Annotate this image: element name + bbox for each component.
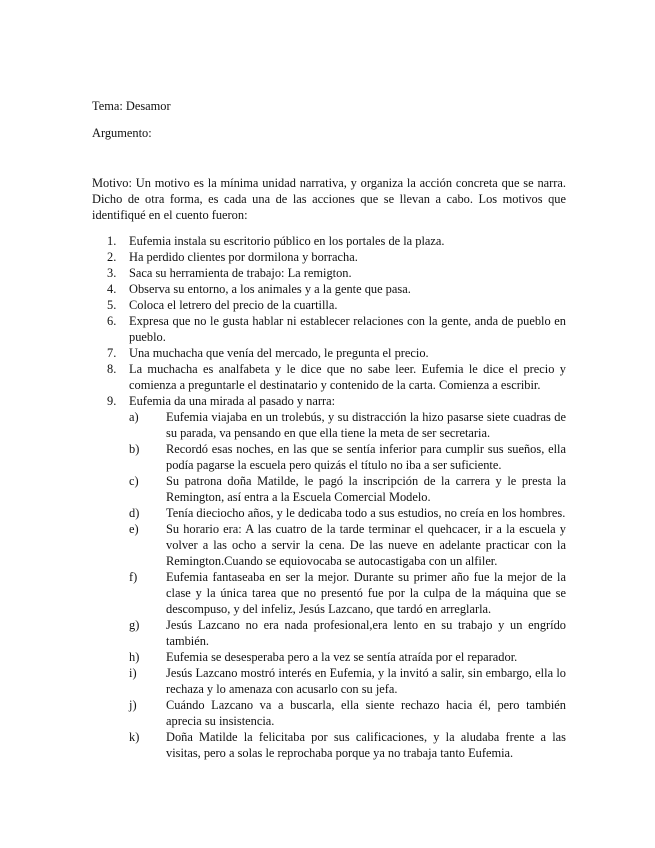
list-item-text: La muchacha es analfabeta y le dice que no sabe leer. Eufemia le dice el precio y comienza a preguntarle el destinatario y contenido de la carta. Comienza a escribir. bbox=[129, 362, 566, 392]
sub-list-item bbox=[129, 697, 566, 729]
sub-list-item bbox=[129, 473, 566, 505]
list-number: 1. bbox=[107, 234, 117, 248]
sub-list-letter: i) bbox=[129, 666, 137, 680]
sub-list-text: Cuándo Lazcano va a buscarla, ella siente rechazo hacia él, pero también aprecia su insistencia. bbox=[166, 698, 566, 728]
sub-list-item bbox=[129, 409, 566, 441]
list-item-text: Una muchacha que venía del mercado, le pregunta el precio. bbox=[129, 346, 429, 360]
list-item-text: Coloca el letrero del precio de la cuartilla. bbox=[129, 298, 338, 312]
motivos-list bbox=[92, 233, 566, 761]
list-number: 7. bbox=[107, 346, 117, 360]
list-item bbox=[92, 345, 566, 361]
sub-list-letter: c) bbox=[129, 474, 139, 488]
sub-list-text: Jesús Lazcano no era nada profesional,era lento en su trabajo y un engrído también. bbox=[166, 618, 566, 648]
document-body bbox=[92, 98, 566, 761]
list-item-text: Eufemia da una mirada al pasado y narra: bbox=[129, 394, 336, 408]
sub-list-item bbox=[129, 649, 566, 665]
list-item-text: Ha perdido clientes por dormilona y borracha. bbox=[129, 250, 358, 264]
list-item bbox=[92, 265, 566, 281]
sub-list-item bbox=[129, 569, 566, 617]
sub-list-letter: k) bbox=[129, 730, 140, 744]
motivo-paragraph: Motivo: Un motivo es la mínima unidad narrativa, y organiza la acción concreta que se narra. Dicho de otra forma, es cada una de las acciones que se llevan a cabo. Los motivos que identifiqué en el cuento fueron: bbox=[92, 176, 566, 222]
list-item bbox=[92, 313, 566, 345]
list-number: 3. bbox=[107, 266, 117, 280]
tema-line: Tema: Desamor bbox=[92, 99, 171, 113]
sub-list-text: Eufemia se desesperaba pero a la vez se sentía atraída por el reparador. bbox=[166, 650, 518, 664]
list-item bbox=[92, 233, 566, 249]
list-item bbox=[92, 249, 566, 265]
sub-list-item bbox=[129, 729, 566, 761]
list-number: 9. bbox=[107, 394, 117, 408]
sub-list-text: Su horario era: A las cuatro de la tarde terminar el quehcacer, ir a la escuela y volver a las ocho a servir la cena. De las nueve en adelante practicar con la Remington.Cuando se equiovocaba se autocastigaba con un alfiler. bbox=[166, 522, 566, 568]
sub-list-letter: j) bbox=[129, 698, 137, 712]
sub-list-text: Doña Matilde la felicitaba por sus calificaciones, y la aludaba frente a las visitas, pero a solas le reprochaba porque ya no trabaja tanto Eufemia. bbox=[166, 730, 566, 760]
sub-list-letter: a) bbox=[129, 410, 139, 424]
list-number: 2. bbox=[107, 250, 117, 264]
sub-list-letter: g) bbox=[129, 618, 140, 632]
sub-list-item bbox=[129, 505, 566, 521]
sub-list-item bbox=[129, 665, 566, 697]
sub-list-text: Eufemia fantaseaba en ser la mejor. Durante su primer año fue la mejor de la clase y la única tarea que no presentó fue por la culpa de la máquina que se descompuso, y del infeliz, Jesús Lazcano, que tardó en arreglarla. bbox=[166, 570, 566, 616]
list-item bbox=[92, 393, 566, 761]
list-item-text: Eufemia instala su escritorio público en los portales de la plaza. bbox=[129, 234, 445, 248]
sub-list-text: Jesús Lazcano mostró interés en Eufemia, y la invitó a salir, sin embargo, ella lo rechaza y lo amenaza con acusarlo con su jefa. bbox=[166, 666, 566, 696]
sub-list-item bbox=[129, 617, 566, 649]
sub-list-text: Recordó esas noches, en las que se sentía inferior para cumplir sus sueños, ella podía pagarse la escuela pero quizás el título no iba a ser suficiente. bbox=[166, 442, 566, 472]
sub-list-text: Su patrona doña Matilde, le pagó la inscripción de la carrera y le presta la Remington, así entra a la Escuela Comercial Modelo. bbox=[166, 474, 566, 504]
sub-list-text: Eufemia viajaba en un trolebús, y su distracción la hizo pasarse siete cuadras de su parada, va pensando en que ella tiene la meta de ser secretaria. bbox=[166, 410, 566, 440]
list-number: 5. bbox=[107, 298, 117, 312]
sub-list-text: Tenía dieciocho años, y le dedicaba todo a sus estudios, no creía en los hombres. bbox=[166, 506, 566, 520]
list-number: 6. bbox=[107, 314, 117, 328]
list-number: 4. bbox=[107, 282, 117, 296]
sub-list-letter: d) bbox=[129, 506, 140, 520]
list-item-text: Saca su herramienta de trabajo: La remigton. bbox=[129, 266, 352, 280]
sub-list-item bbox=[129, 521, 566, 569]
list-item-text: Observa su entorno, a los animales y a la gente que pasa. bbox=[129, 282, 411, 296]
list-item bbox=[92, 297, 566, 313]
list-item bbox=[92, 361, 566, 393]
sub-list bbox=[129, 409, 566, 761]
list-number: 8. bbox=[107, 362, 117, 376]
sub-list-letter: b) bbox=[129, 442, 140, 456]
sub-list-letter: h) bbox=[129, 650, 140, 664]
sub-list-letter: f) bbox=[129, 570, 138, 584]
list-item bbox=[92, 281, 566, 297]
argumento-line: Argumento: bbox=[92, 126, 152, 140]
list-item-text: Expresa que no le gusta hablar ni establecer relaciones con la gente, anda de pueblo en pueblo. bbox=[129, 314, 566, 344]
sub-list-letter: e) bbox=[129, 522, 139, 536]
sub-list-item bbox=[129, 441, 566, 473]
